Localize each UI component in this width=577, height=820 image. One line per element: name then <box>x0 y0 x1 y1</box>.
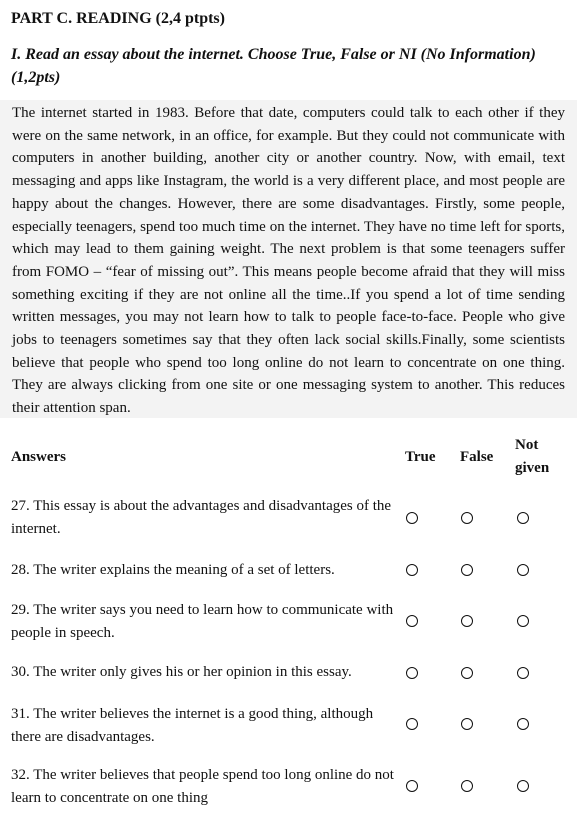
radio-false[interactable] <box>461 615 473 627</box>
radio-not-given[interactable] <box>517 780 529 792</box>
radio-false[interactable] <box>461 780 473 792</box>
radio-true[interactable] <box>406 718 418 730</box>
radio-true[interactable] <box>406 780 418 792</box>
header-not-given: Not given <box>515 437 550 476</box>
header-true: True <box>405 449 436 465</box>
radio-true[interactable] <box>406 512 418 524</box>
question-text: 29. The writer says you need to learn how to communicate with people in speech. <box>11 602 394 641</box>
question-text: 28. The writer explains the meaning of a set of letters. <box>11 562 335 578</box>
header-answers: Answers <box>11 449 66 465</box>
radio-not-given[interactable] <box>517 615 529 627</box>
reading-passage <box>0 100 577 418</box>
section-title: PART C. READING (2,4 ptpts) <box>11 10 225 27</box>
radio-false[interactable] <box>461 667 473 679</box>
radio-not-given[interactable] <box>517 667 529 679</box>
question-text: 31. The writer believes the internet is a good thing, although there are disadvantages. <box>11 706 374 745</box>
header-false: False <box>460 449 494 465</box>
radio-false[interactable] <box>461 564 473 576</box>
radio-not-given[interactable] <box>517 512 529 524</box>
instruction: I. Read an essay about the internet. Choose True, False or NI (No Information) (1,2pts) <box>11 46 536 86</box>
passage-text: The internet started in 1983. Before that date, computers could talk to each other if they were on the same network, in an office, for example. But they could not communicate with computers in another building, another city or another country. Now, with email, text messaging and apps like Instagram, the world is a very different place, and most people are happy about the changes. However, there are some disadvantages. Firstly, some people, especially teenagers, spend too much time on the internet. They have no time left for sports, which may lead to them gaining weight. The next problem is that some teenagers suffer from FOMO – “fear of missing out”. This means people become afraid that they will miss something exciting if they are not online all the time..If you spend a lot of time sending written messages, you may not learn how to talk to people face-to-face. People who give jobs to teenagers sometimes say that they often lack social skills.Finally, some scientists believe that people who spend too long online do not learn to concentrate on one thing. They are always clicking from one site or one messaging system to another. This reduces their attention span. <box>12 105 565 417</box>
radio-false[interactable] <box>461 512 473 524</box>
radio-not-given[interactable] <box>517 718 529 730</box>
radio-not-given[interactable] <box>517 564 529 576</box>
question-text: 27. This essay is about the advantages and disadvantages of the internet. <box>11 498 392 537</box>
radio-false[interactable] <box>461 718 473 730</box>
radio-true[interactable] <box>406 564 418 576</box>
question-text: 30. The writer only gives his or her opinion in this essay. <box>11 664 352 680</box>
question-text: 32. The writer believes that people spend too long online do not learn to concentrate on one thing <box>11 767 394 806</box>
radio-true[interactable] <box>406 667 418 679</box>
radio-true[interactable] <box>406 615 418 627</box>
